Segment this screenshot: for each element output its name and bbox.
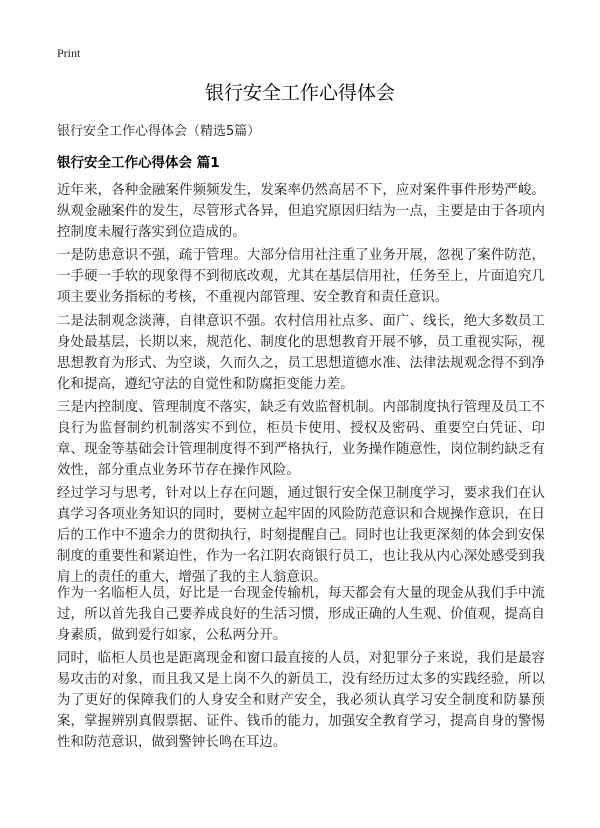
paragraph-5: 经过学习与思考，针对以上存在问题，通过银行安全保卫制度学习，要求我们在认真学习各项业务知识的同时，要树立起牢固的风险防范意识和合规操作意识，在日后的工作中不遗余力的贯彻执行，时刻提醒自己。同时也让我更深刻的体会到安保制度的重要性和紧迫性，作为一名江阴农商银行员工，也让我从内心深处感受到我肩上的责任的重大，增强了我的主人翁意识。 — [57, 486, 545, 585]
paragraph-1: 近年来，各种金融案件频频发生，发案率仍然高居不下，应对案件事件形势严峻。纵观金融案件的发生，尽管形式各异，但追究原因归结为一点，主要是由于各项内控制度未履行落实到位造成的。 — [57, 183, 545, 240]
paragraph-2: 一是防患意识不强，疏于管理。大部分信用社注重了业务开展，忽视了案件防范，一手硬一手软的现象得不到彻底改观，尤其在基层信用社，任务至上，片面追究几项主要业务指标的考核，不重视内部管理、安全教育和责任意识。 — [57, 248, 545, 305]
print-label: Print — [57, 46, 81, 60]
paragraph-6: 作为一名临柜人员，好比是一台现金传输机，每天都会有大量的现金从我们手中流过，所以首先我自己要养成良好的生活习惯，形成正确的人生观、价值观，提高自身素质，做到爱行如家，公私两分开。 — [57, 586, 545, 643]
paragraph-3: 二是法制观念淡薄，自律意识不强。农村信用社点多、面广、线长，绝大多数员工身处最基层，长期以来，规范化、制度化的思想教育开展不够，员工重视实际，视思想教育为形式、为空谈，久而久之，员工思想道德水准、法律法规观念得不到净化和提高，遵纪守法的自觉性和防腐拒变能力差。 — [57, 314, 545, 392]
section-heading: 银行安全工作心得体会 篇1 — [57, 155, 220, 171]
paragraph-7: 同时，临柜人员也是距离现金和窗口最直接的人员，对犯罪分子来说，我们是最容易攻击的对象，而且我又是上岗不久的新员工，没有经历过太多的实践经验，所以为了更好的保障我们的人身安全和财产安全，我必须认真学习安全制度和防暴预案，掌握辨别真假票据、证件、钱币的能力，加强安全教育学习，提高自身的警惕性和防范意识，做到警钟长鸣在耳边。 — [57, 651, 545, 750]
document-title: 银行安全工作心得体会 — [204, 82, 395, 104]
paragraph-4: 三是内控制度、管理制度不落实，缺乏有效监督机制。内部制度执行管理及员工不良行为监督制约机制落实不到位，柜员卡使用、授权及密码、重要空白凭证、印章、现金等基础会计管理制度得不到严格执行，业务操作随意性，岗位制约缺乏有效性，部分重点业务环节存在操作风险。 — [57, 400, 545, 478]
document-subtitle: 银行安全工作心得体会（精选5篇） — [57, 124, 261, 139]
